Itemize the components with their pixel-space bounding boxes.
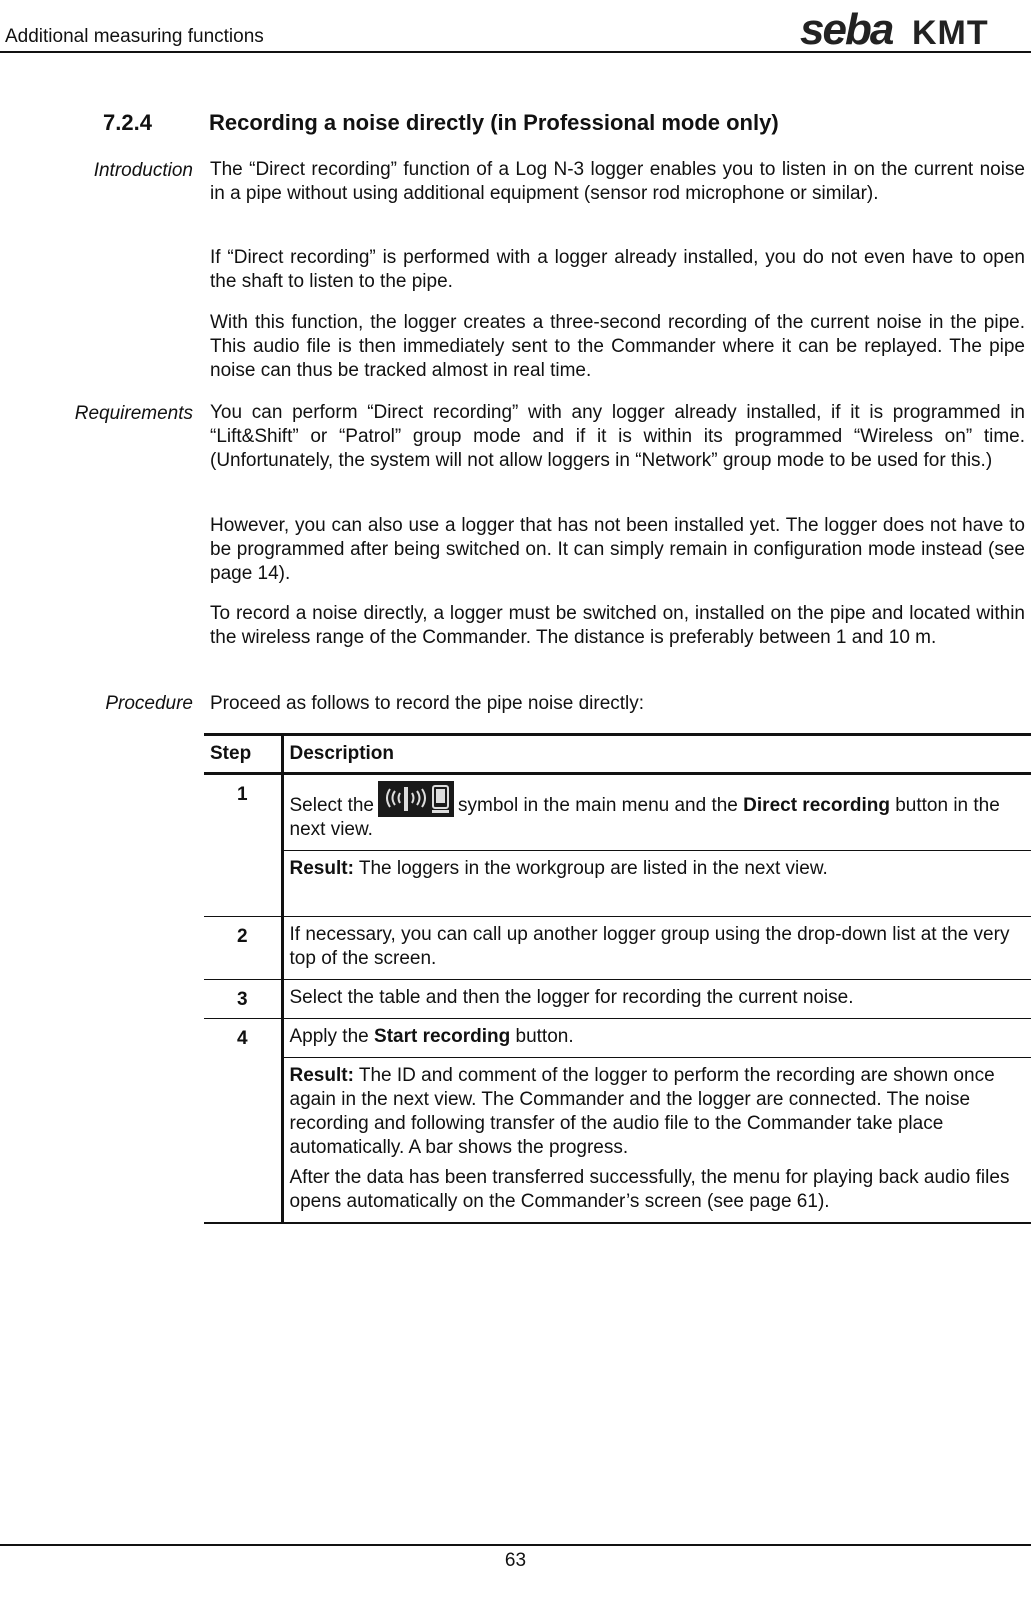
result-text: The ID and comment of the logger to perform the recording are shown once again in the next view. The Commander and the logger are connected. The noise recording and following transfer of the audio file to the Commander take place automatically. A bar shows the progress. — [289, 1065, 995, 1158]
step-text: Select the — [289, 795, 374, 816]
svg-text:seba: seba — [800, 8, 893, 48]
step-number: 2 — [204, 917, 282, 980]
result-label: Result: — [289, 1065, 354, 1086]
step-description — [282, 774, 1031, 851]
table-row — [204, 1058, 1031, 1224]
sidenote-procedure: Procedure — [105, 693, 193, 714]
sidenote-requirements: Requirements — [74, 403, 193, 424]
requirements-paragraph-1: You can perform “Direct recording” with any logger already installed, if it is programmed in “Lift&Shift” or “Patrol” group mode and if it is within its programmed “Wireless on” time. (Unfortunately, the system will not allow loggers in “Network” group mode to be used for this.) — [210, 402, 1025, 471]
table-row — [204, 917, 1031, 980]
result-label: Result: — [289, 858, 354, 879]
step-text: button. — [515, 1026, 574, 1047]
procedure-table — [204, 733, 1031, 1224]
step-description — [282, 1019, 1031, 1058]
step-result — [282, 851, 1031, 917]
footer-rule — [0, 1544, 1031, 1546]
section-title: Recording a noise directly (in Professional mode only) — [209, 110, 779, 135]
intro-paragraph-1: The “Direct recording” function of a Log N-3 logger enables you to listen in on the current noise in a pipe without using additional equipment (sensor rod microphone or similar). — [210, 159, 1025, 204]
intro-paragraph-3: With this function, the logger creates a three-second recording of the current noise in the pipe. This audio file is then immediately sent to the Commander where it can be replayed. The pipe noise can thus be tracked almost in real time. — [210, 312, 1025, 381]
step-number: 3 — [204, 980, 282, 1019]
step-number: 1 — [204, 774, 282, 917]
procedure-intro: Proceed as follows to record the pipe noise directly: — [210, 693, 645, 714]
direct-recording-icon — [378, 781, 454, 817]
column-header-step: Step — [204, 735, 282, 774]
step-description: If necessary, you can call up another logger group using the drop-down list at the very top of the screen. — [282, 917, 1031, 980]
page-number: 63 — [504, 1550, 527, 1571]
seba-kmt-logo — [800, 8, 1025, 48]
step-number: 4 — [204, 1019, 282, 1224]
sidenote-introduction: Introduction — [93, 160, 193, 181]
direct-recording-label: Direct recording — [743, 795, 890, 816]
result-text: The loggers in the workgroup are listed in the next view. — [358, 858, 828, 879]
step-description: Select the table and then the logger for recording the current noise. — [282, 980, 1031, 1019]
running-header-title: Additional measuring functions — [5, 26, 264, 47]
table-row — [204, 1019, 1031, 1058]
section-number: 7.2.4 — [103, 110, 152, 135]
table-row — [204, 980, 1031, 1019]
table-header-row — [204, 735, 1031, 774]
svg-text:KMT: KMT — [912, 14, 989, 48]
start-recording-label: Start recording — [374, 1026, 511, 1047]
step-text: Apply the — [289, 1026, 369, 1047]
intro-paragraph-2: If “Direct recording” is performed with a logger already installed, you do not even have to open the shaft to listen to the pipe. — [210, 247, 1025, 292]
step-result — [282, 1058, 1031, 1224]
header-rule — [0, 51, 1031, 53]
requirements-paragraph-3: To record a noise directly, a logger must be switched on, installed on the pipe and located within the wireless range of the Commander. The distance is preferably between 1 and 10 m. — [210, 603, 1025, 648]
step-text: button in the next view. — [289, 795, 1000, 840]
column-header-description: Description — [282, 735, 1031, 774]
result-extra-text: After the data has been transferred successfully, the menu for playing back audio files opens automatically on the Commander’s screen (see page 61). — [289, 1167, 1010, 1212]
table-row — [204, 774, 1031, 851]
step-text: symbol in the main menu and the — [458, 795, 738, 816]
table-row — [204, 851, 1031, 917]
requirements-paragraph-2: However, you can also use a logger that has not been installed yet. The logger does not have to be programmed after being switched on. It can simply remain in configuration mode instead (see page 14). — [210, 515, 1025, 584]
